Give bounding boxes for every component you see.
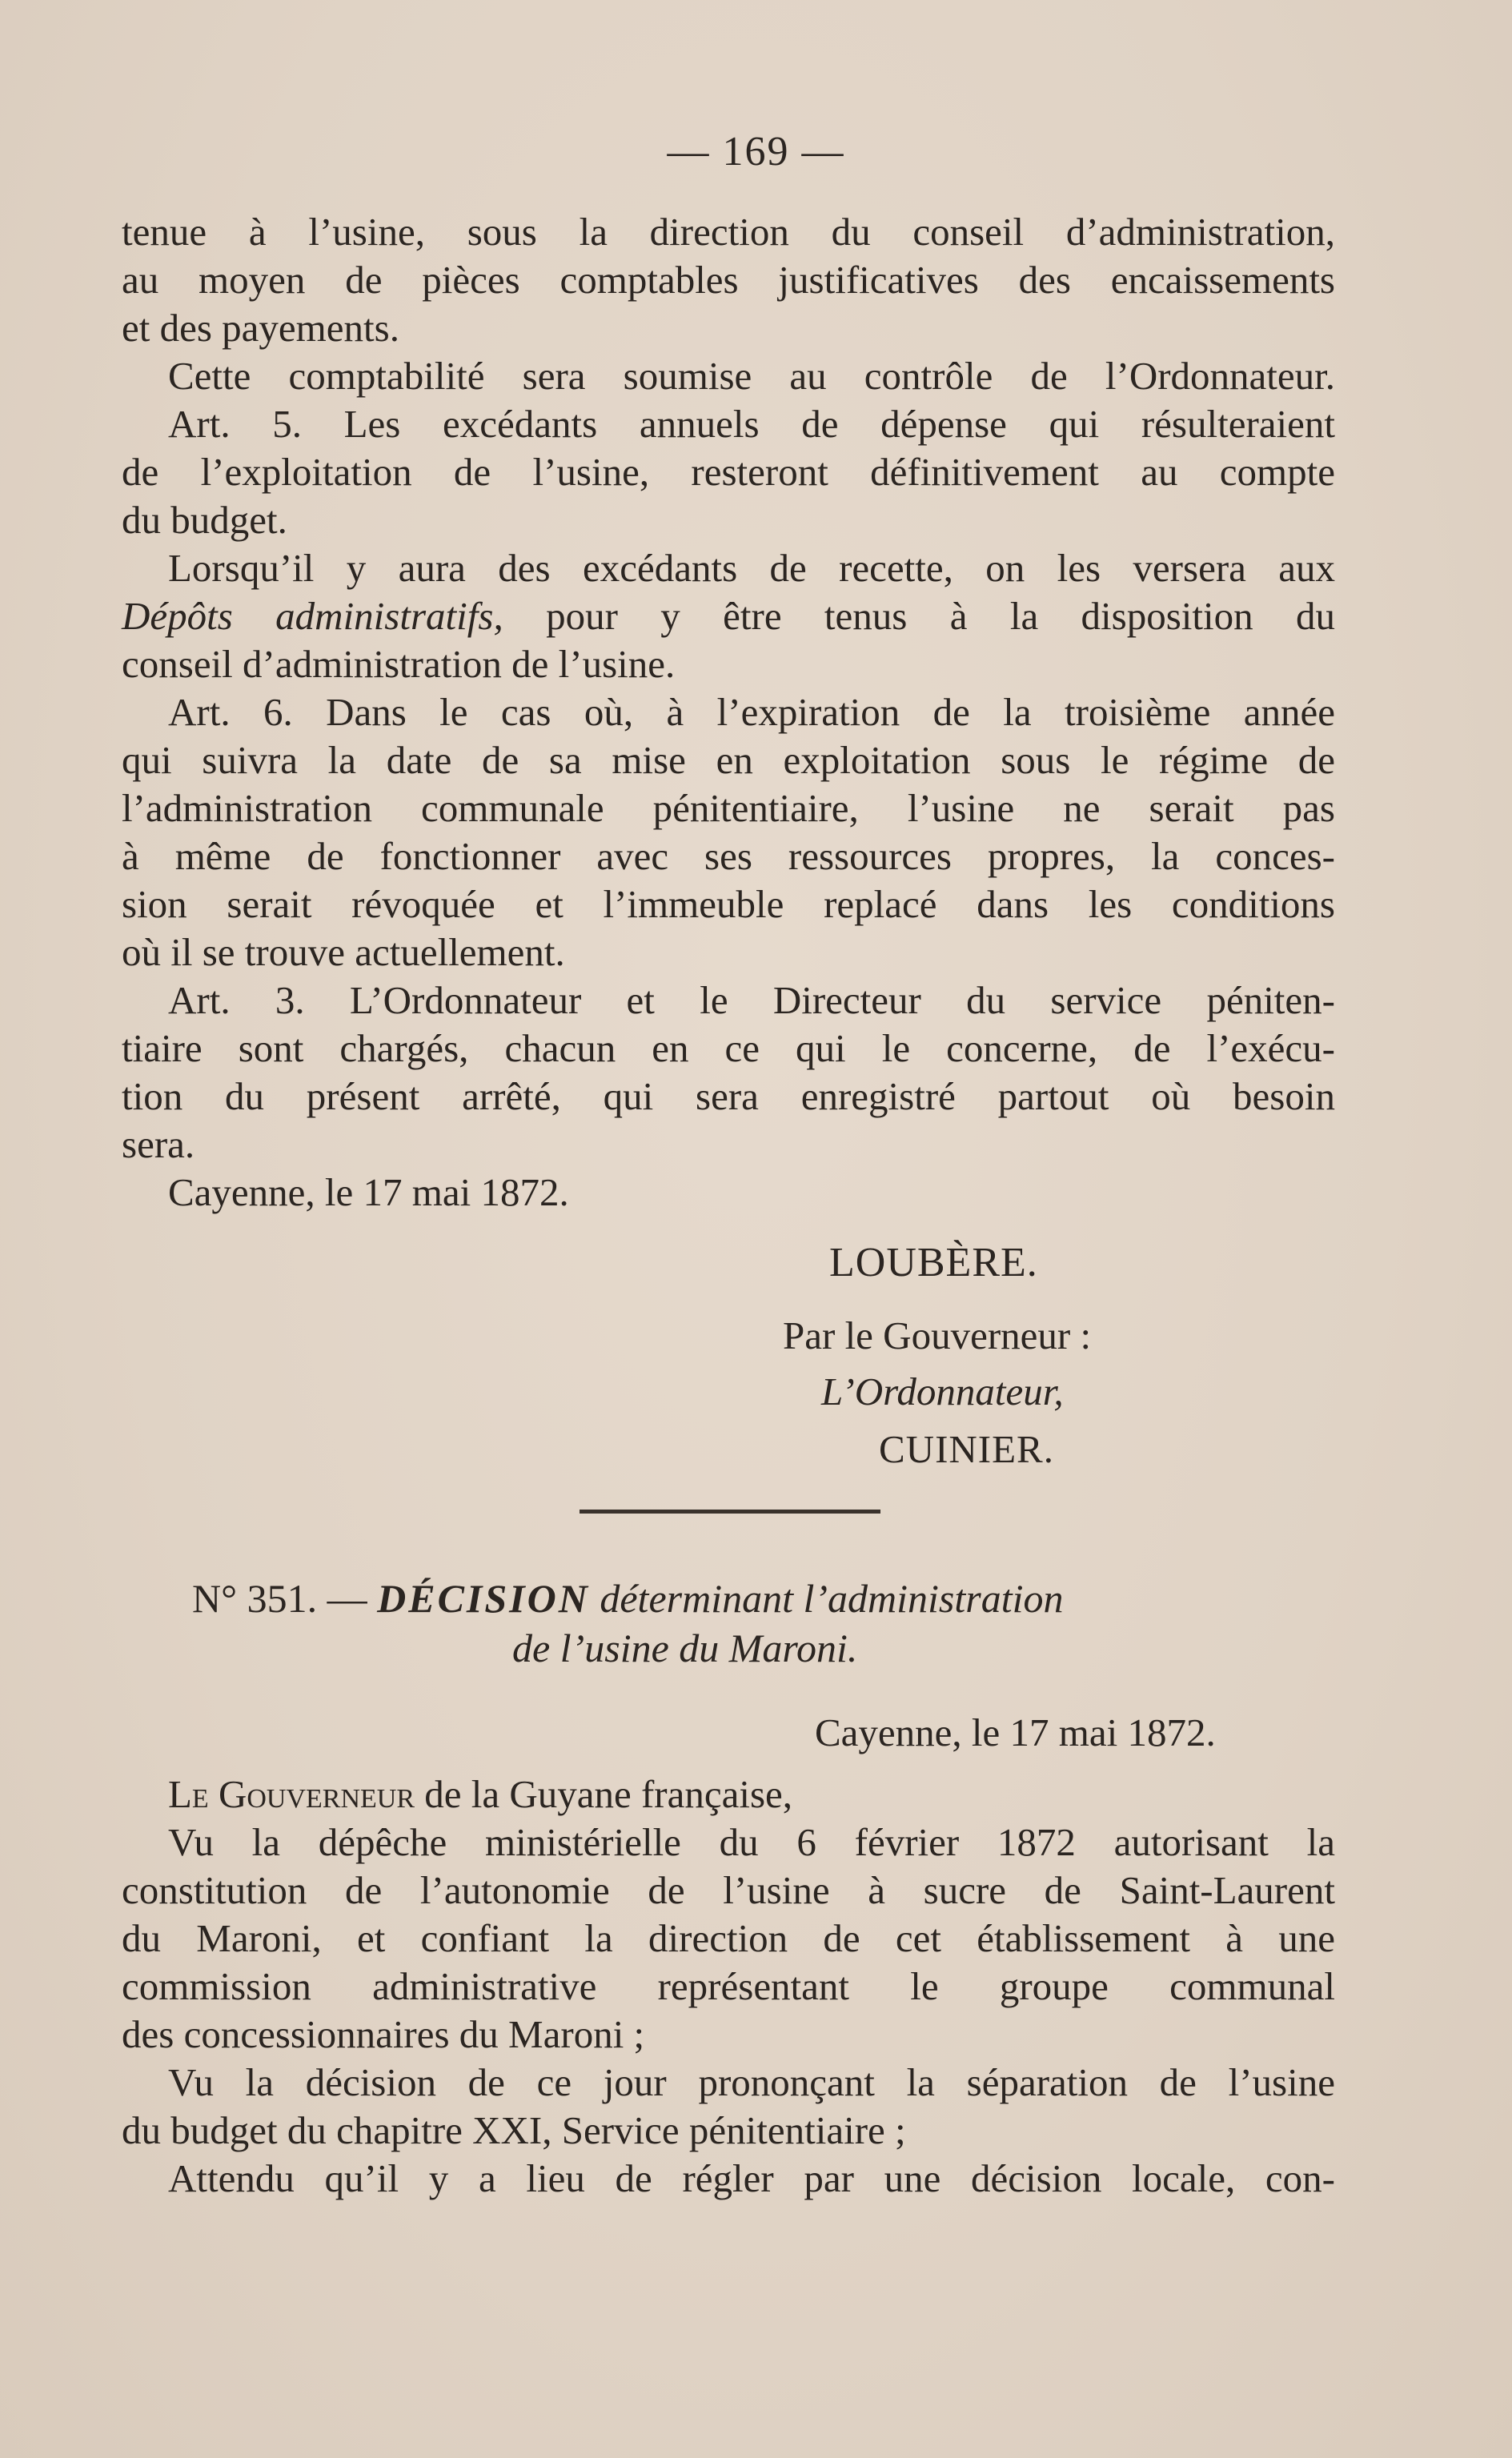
article-3-line: Art. 3. L’Ordonnateur et le Directeur du service péniten- bbox=[168, 978, 1335, 1022]
decision-title-rest: déterminant l’administration bbox=[600, 1576, 1064, 1621]
text-line: constitution de l’autonomie de l’usine à sucre de Saint-Laurent bbox=[122, 1868, 1335, 1912]
text-line: de l’exploitation de l’usine, resteront définitivement au compte bbox=[122, 450, 1335, 494]
decision-date: Cayenne, le 17 mai 1872. bbox=[815, 1710, 1216, 1754]
text-line: l’administration communale pénitentiaire, l’usine ne serait pas bbox=[122, 786, 1335, 830]
signatory-name: LOUBÈRE. bbox=[829, 1240, 1038, 1285]
article-5-line: Art. 5. Les excédants annuels de dépense qui résulteraient bbox=[168, 402, 1335, 446]
text-line: Lorsqu’il y aura des excédants de recette, on les versera aux bbox=[168, 546, 1335, 590]
arrete-text-block bbox=[122, 208, 1335, 1217]
text-line-depots bbox=[122, 592, 1335, 640]
place-date-line: Cayenne, le 17 mai 1872. bbox=[168, 1170, 569, 1214]
text-line: sion serait révoquée et l’immeuble replacé dans les conditions bbox=[122, 882, 1335, 926]
text-line: tion du présent arrêté, qui sera enregistré partout où besoin bbox=[122, 1074, 1335, 1118]
text-line: tenue à l’usine, sous la direction du conseil d’administration, bbox=[122, 210, 1335, 254]
text-line: des concessionnaires du Maroni ; bbox=[122, 2012, 645, 2056]
par-le-gouverneur: Par le Gouverneur : bbox=[783, 1313, 1092, 1357]
decision-keyword: DÉCISION bbox=[377, 1576, 590, 1621]
gouverneur-caps: Le Gouverneur bbox=[168, 1772, 415, 1816]
text-line: du Maroni, et confiant la direction de cet établissement à une bbox=[122, 1916, 1335, 1960]
text-line: Vu la décision de ce jour prononçant la séparation de l’usine bbox=[168, 2060, 1335, 2104]
text-fragment: pour y être tenus à la disposition du bbox=[546, 594, 1336, 638]
depots-italic: Dépôts administratifs, bbox=[122, 594, 503, 638]
decision-title bbox=[192, 1575, 1064, 1622]
page-number: — 169 — bbox=[667, 129, 845, 174]
text-line: tiaire sont chargés, chacun en ce qui le concerne, de l’exécu- bbox=[122, 1026, 1335, 1070]
text-line: conseil d’administration de l’usine. bbox=[122, 642, 676, 686]
text-fragment: de la Guyane française, bbox=[424, 1772, 793, 1816]
text-line: et des payements. bbox=[122, 306, 399, 350]
text-line: sera. bbox=[122, 1122, 195, 1166]
text-line: commission administrative représentant le groupe communal bbox=[122, 1964, 1335, 2008]
text-line: Vu la dépêche ministérielle du 6 février 1872 autorisant la bbox=[168, 1820, 1335, 1864]
decision-subtitle: de l’usine du Maroni. bbox=[512, 1626, 858, 1670]
text-line: au moyen de pièces comptables justificatives des encaissements bbox=[122, 258, 1335, 302]
text-line: Cette comptabilité sera soumise au contrôle de l’Ordonnateur. bbox=[168, 354, 1335, 398]
decision-number: N° 351. — bbox=[192, 1576, 367, 1621]
section-divider bbox=[580, 1510, 880, 1514]
countersignatory-name: CUINIER. bbox=[879, 1427, 1054, 1471]
gouverneur-line bbox=[122, 1770, 1335, 1818]
text-line: qui suivra la date de sa mise en exploitation sous le régime de bbox=[122, 738, 1335, 782]
text-line: Attendu qu’il y a lieu de régler par une décision locale, con- bbox=[168, 2156, 1335, 2200]
text-line: à même de fonctionner avec ses ressources propres, la conces- bbox=[122, 834, 1335, 878]
ordonnateur-title: L’Ordonnateur, bbox=[821, 1369, 1064, 1413]
article-6-line: Art. 6. Dans le cas où, à l’expiration de la troisième année bbox=[168, 690, 1335, 734]
text-line: du budget du chapitre XXI, Service pénitentiaire ; bbox=[122, 2108, 906, 2152]
text-line: du budget. bbox=[122, 498, 287, 542]
text-line: où il se trouve actuellement. bbox=[122, 930, 565, 974]
decision-text-block bbox=[122, 1770, 1335, 2203]
